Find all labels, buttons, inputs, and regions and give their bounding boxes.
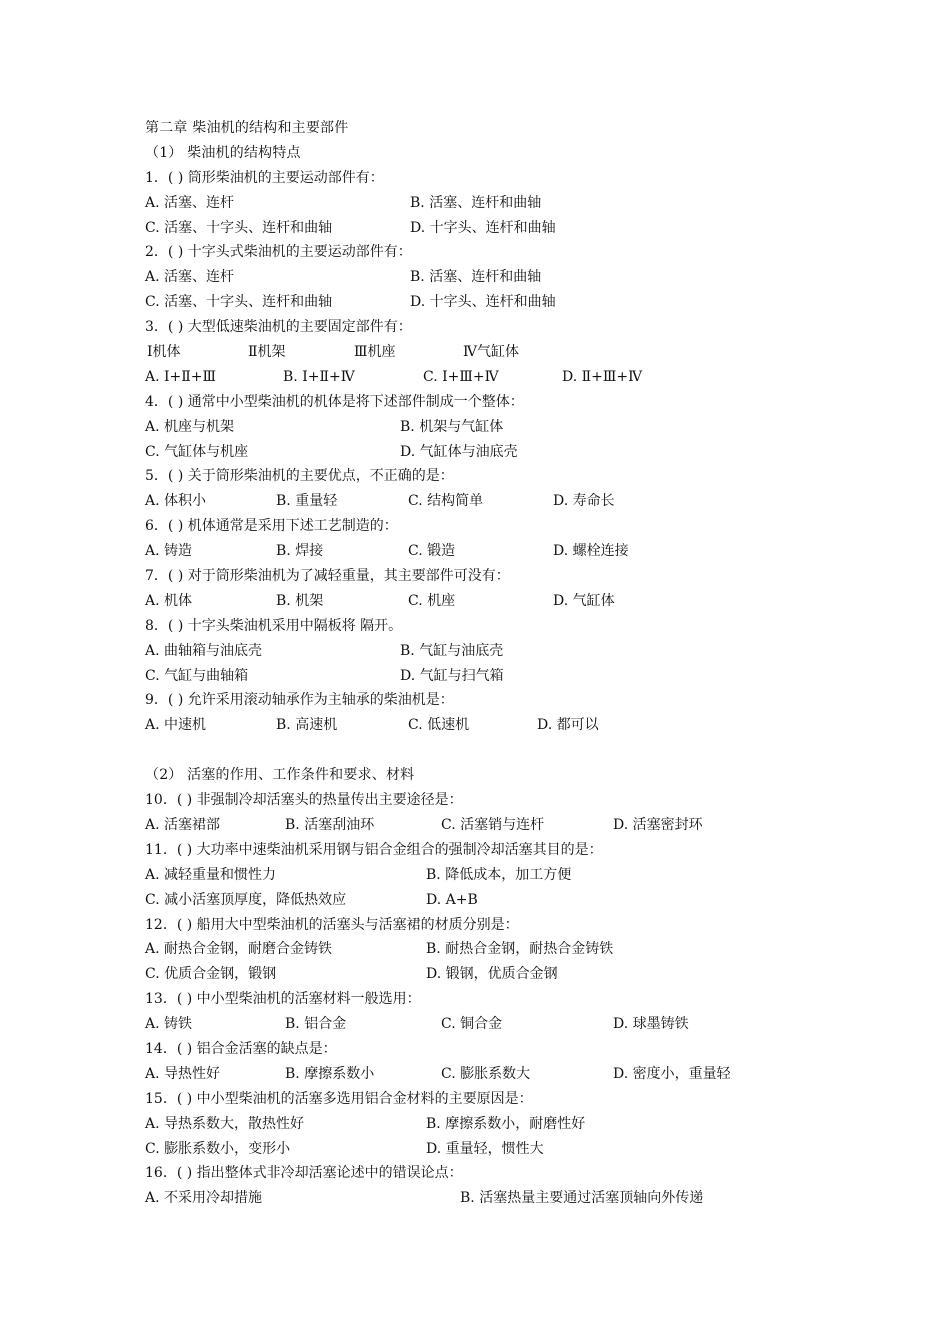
option-b: B. 耐热合金钢，耐热合金铸铁 xyxy=(426,941,614,958)
option-a: A. 耐热合金钢，耐磨合金铸铁 xyxy=(145,941,333,958)
section-title: （2） 活塞的作用、工作条件和要求、材料 xyxy=(145,767,415,784)
option-d: D. 螺栓连接 xyxy=(553,543,629,560)
question-stem: 16．( ) 指出整体式非冷却活塞论述中的错误论点： xyxy=(145,1165,463,1182)
option-row xyxy=(145,1062,785,1087)
blank-line xyxy=(145,738,785,763)
option-row xyxy=(145,1012,785,1037)
option-b: B. 气缸与油底壳 xyxy=(400,642,504,659)
option-row xyxy=(145,937,785,962)
chapter-title: 第二章 柴油机的结构和主要部件 xyxy=(145,120,349,136)
question-stem: 5．( ) 关于筒形柴油机的主要优点，不正确的是： xyxy=(145,468,454,485)
item-4: Ⅳ气缸体 xyxy=(463,344,519,361)
option-row xyxy=(145,713,785,738)
option-b: B. Ⅰ+Ⅱ+Ⅳ xyxy=(283,368,355,385)
question-stem: 9．( ) 允许采用滚动轴承作为主轴承的柴油机是： xyxy=(145,692,454,709)
option-row xyxy=(145,489,785,514)
question-stem: 14．( ) 铝合金活塞的缺点是： xyxy=(145,1040,337,1057)
option-a: A. 铸造 xyxy=(145,543,193,560)
question-stem: 7．( ) 对于筒形柴油机为了减轻重量，其主要部件可没有： xyxy=(145,568,510,585)
option-b: B. 摩擦系数小，耐磨性好 xyxy=(426,1115,586,1132)
option-b: B. 活塞热量主要通过活塞顶轴向外传递 xyxy=(460,1190,704,1207)
option-d: D. 十字头、连杆和曲轴 xyxy=(410,219,556,236)
option-c: C. 锻造 xyxy=(408,543,456,560)
option-row xyxy=(145,1186,785,1211)
option-a: A. 导热系数大，散热性好 xyxy=(145,1115,305,1132)
question-stem: 2．( ) 十字头式柴油机的主要运动部件有： xyxy=(145,244,412,261)
document-content xyxy=(145,116,785,1211)
option-row xyxy=(145,589,785,614)
option-a: A. 机座与机架 xyxy=(145,418,235,435)
option-c: C. 减小活塞顶厚度，降低热效应 xyxy=(145,891,347,908)
option-d: D. 密度小，重量轻 xyxy=(613,1065,731,1082)
option-row xyxy=(145,265,785,290)
option-c: C. 机座 xyxy=(408,592,456,609)
option-b: B. 摩擦系数小 xyxy=(285,1065,375,1082)
option-b: B. 重量轻 xyxy=(276,493,338,510)
section-title: （1） 柴油机的结构特点 xyxy=(145,144,301,161)
option-a: A. 减轻重量和惯性力 xyxy=(145,866,277,883)
question-stem: 15．( ) 中小型柴油机的活塞多选用铝合金材料的主要原因是： xyxy=(145,1090,533,1107)
option-d: D. 锻钢，优质合金钢 xyxy=(426,966,558,983)
question-stem: 13．( ) 中小型柴油机的活塞材料一般选用： xyxy=(145,991,421,1008)
option-c: C. 活塞、十字头、连杆和曲轴 xyxy=(145,219,333,236)
question-stem: 11．( ) 大功率中速柴油机采用钢与铝合金组合的强制冷却活塞其目的是： xyxy=(145,841,603,858)
option-d: D. 气缸与扫气箱 xyxy=(400,667,504,684)
option-a: A. 机体 xyxy=(145,592,193,609)
option-c: C. 膨胀系数小，变形小 xyxy=(145,1140,291,1157)
option-row xyxy=(145,440,785,465)
option-row xyxy=(145,639,785,664)
option-row xyxy=(145,216,785,241)
option-d: D. 寿命长 xyxy=(553,493,615,510)
option-row xyxy=(145,1137,785,1162)
question-stem: 6．( ) 机体通常是采用下述工艺制造的： xyxy=(145,518,398,535)
option-c: C. 结构简单 xyxy=(408,493,484,510)
option-b: B. 活塞刮油环 xyxy=(285,816,375,833)
option-b: B. 活塞、连杆和曲轴 xyxy=(410,194,542,211)
option-b: B. 活塞、连杆和曲轴 xyxy=(410,269,542,286)
option-d: D. 球墨铸铁 xyxy=(613,1016,689,1033)
option-a: A. 铸铁 xyxy=(145,1016,193,1033)
option-b: B. 焊接 xyxy=(276,543,324,560)
option-a: A. Ⅰ+Ⅱ+Ⅲ xyxy=(145,368,217,385)
option-a: A. 导热性好 xyxy=(145,1065,221,1082)
option-d: D. 重量轻，惯性大 xyxy=(426,1140,544,1157)
option-b: B. 机架 xyxy=(276,592,324,609)
question-stem: 3．( ) 大型低速柴油机的主要固定部件有： xyxy=(145,319,412,336)
question-stem: 1．( ) 筒形柴油机的主要运动部件有： xyxy=(145,169,384,186)
question-stem: 8．( ) 十字头柴油机采用中隔板将 隔开。 xyxy=(145,617,403,634)
item-2: Ⅱ机架 xyxy=(248,344,286,361)
option-row xyxy=(145,863,785,888)
option-c: C. Ⅰ+Ⅲ+Ⅳ xyxy=(423,368,499,385)
option-c: C. 优质合金钢，锻钢 xyxy=(145,966,277,983)
question-stem: 12．( ) 船用大中型柴油机的活塞头与活塞裙的材质分别是： xyxy=(145,916,519,933)
option-d: D. Ⅱ+Ⅲ+Ⅳ xyxy=(562,368,643,385)
option-d: D. 气缸体 xyxy=(553,592,615,609)
option-d: D. 气缸体与油底壳 xyxy=(400,443,518,460)
option-b: B. 高速机 xyxy=(276,717,338,734)
option-d: D. 都可以 xyxy=(537,717,599,734)
question-stem: 10．( ) 非强制冷却活塞头的热量传出主要途径是： xyxy=(145,792,463,809)
option-c: C. 活塞销与连杆 xyxy=(441,816,545,833)
item-1: Ⅰ机体 xyxy=(147,344,181,361)
item-3: Ⅲ机座 xyxy=(354,344,396,361)
option-c: C. 气缸体与机座 xyxy=(145,443,249,460)
option-row xyxy=(145,365,785,390)
option-c: C. 气缸与曲轴箱 xyxy=(145,667,249,684)
option-b: B. 铝合金 xyxy=(285,1016,347,1033)
option-row xyxy=(145,191,785,216)
option-c: C. 膨胀系数大 xyxy=(441,1065,531,1082)
option-c: C. 低速机 xyxy=(408,717,470,734)
option-row xyxy=(145,539,785,564)
option-b: B. 降低成本，加工方便 xyxy=(426,866,572,883)
option-row xyxy=(145,813,785,838)
option-c: C. 活塞、十字头、连杆和曲轴 xyxy=(145,294,333,311)
option-row xyxy=(145,415,785,440)
option-c: C. 铜合金 xyxy=(441,1016,503,1033)
option-a: A. 活塞、连杆 xyxy=(145,194,235,211)
question-stem: 4．( ) 通常中小型柴油机的机体是将下述部件制成一个整体： xyxy=(145,393,524,410)
item-row xyxy=(145,340,785,365)
option-row xyxy=(145,664,785,689)
option-b: B. 机架与气缸体 xyxy=(400,418,504,435)
option-d: D. 十字头、连杆和曲轴 xyxy=(410,294,556,311)
option-row xyxy=(145,962,785,987)
option-d: D. 活塞密封环 xyxy=(613,816,703,833)
option-a: A. 不采用冷却措施 xyxy=(145,1190,263,1207)
option-a: A. 活塞裙部 xyxy=(145,816,221,833)
option-row xyxy=(145,888,785,913)
option-row xyxy=(145,290,785,315)
option-a: A. 活塞、连杆 xyxy=(145,269,235,286)
option-a: A. 中速机 xyxy=(145,717,207,734)
option-d: D. A+B xyxy=(426,891,478,908)
option-a: A. 体积小 xyxy=(145,493,207,510)
option-row xyxy=(145,1112,785,1137)
option-a: A. 曲轴箱与油底壳 xyxy=(145,642,263,659)
